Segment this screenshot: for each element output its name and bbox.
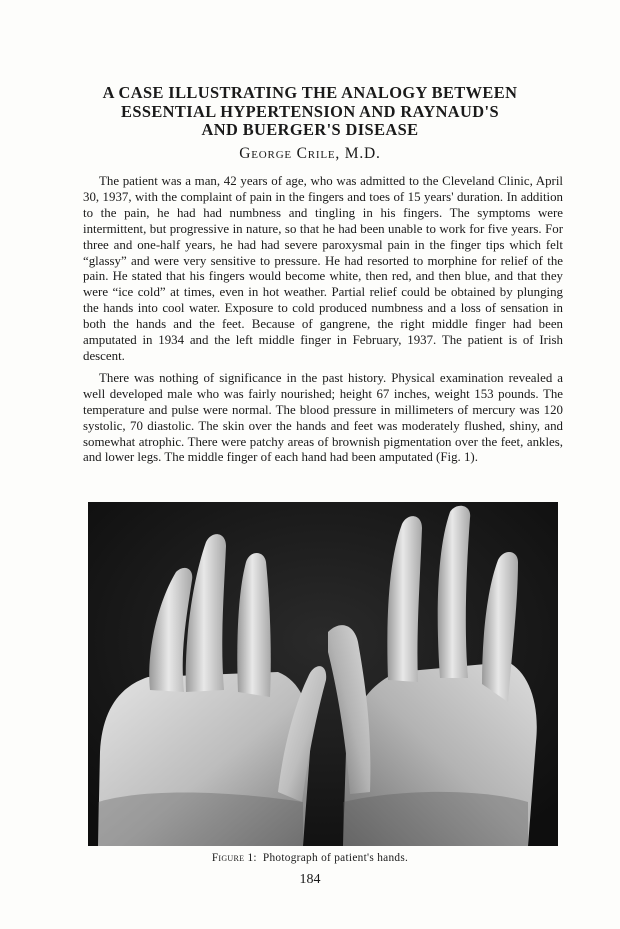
title-line: AND BUERGER'S DISEASE <box>201 120 419 139</box>
title-line: ESSENTIAL HYPERTENSION AND RAYNAUD'S <box>120 101 499 121</box>
figure-caption <box>0 852 620 864</box>
page-number: 184 <box>299 872 321 887</box>
caption-text: Photograph of patient's hands. <box>262 852 409 864</box>
article-body <box>83 174 563 466</box>
article-title <box>40 84 580 140</box>
paragraph: The patient was a man, 42 years of age, who was admitted to the Cleveland Clinic, April 30, 1937, with the complaint of pain in the fingers and toes of 15 years' duration. In addition to the pain, he had had numbness and tingling in his fingers. The symptoms were intermittent, but progressive in nature, so that he had been unable to work for five years. For three and one-half years, he had had severe paroxysmal pain in the finger tips which felt “glassy” and were very sensitive to pressure. He had resorted to morphine for relief of the pain. He stated that his fingers would become white, then red, and then blue, and that they were “ice cold” at times, even in hot weather. Partial relief could be obtained by plunging the hands into cool water. Exposure to cold produced numbness and a loss of sensation in both the hands and the feet. Because of gangrene, the right middle finger had been amputated in 1934 and the left middle finger in February, 1937. The patient is of Irish descent. <box>83 174 563 363</box>
hands-photo <box>88 502 558 846</box>
figure-photograph-hands <box>88 502 558 846</box>
author-name: George Crile, M.D. <box>239 145 381 162</box>
paragraph: There was nothing of significance in the past history. Physical examination revealed a well developed male who was fairly nourished; height 67 inches, weight 153 pounds. The temperature and pulse were normal. The blood pressure in millimeters of mercury was 120 systolic, 70 diastolic. The skin over the hands and feet was moderately flushed, shiny, and somewhat atrophic. There were patchy areas of brownish pigmentation over the feet, ankles, and lower legs. The middle finger of each hand had been amputated (Fig. 1). <box>83 370 563 465</box>
title-line: A CASE ILLUSTRATING THE ANALOGY BETWEEN <box>102 83 518 102</box>
caption-label: Figure 1: <box>211 852 257 864</box>
